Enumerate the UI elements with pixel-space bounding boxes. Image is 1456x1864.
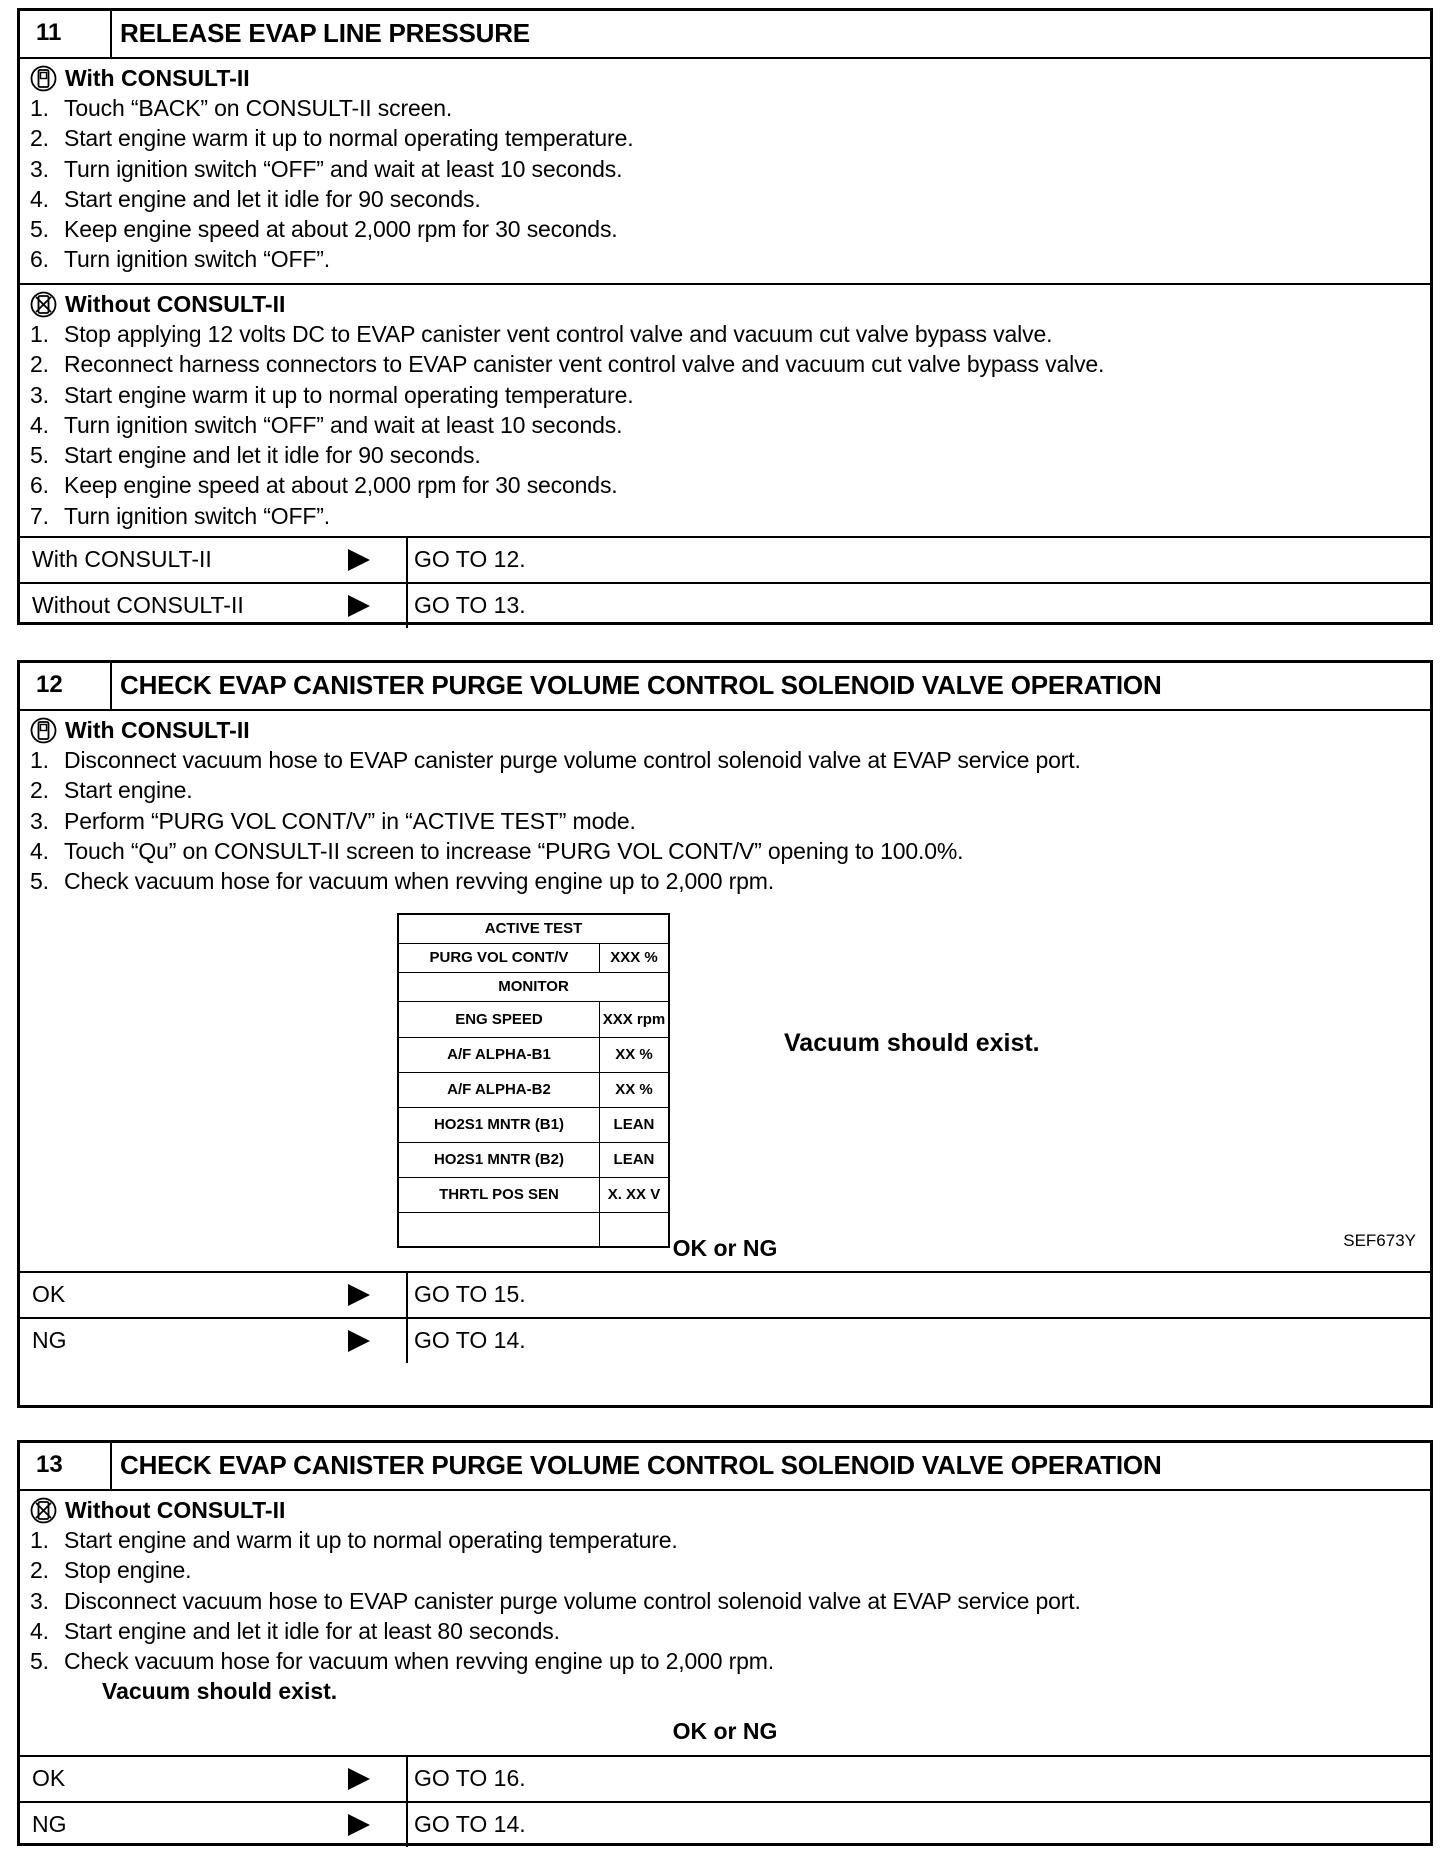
section-heading: With CONSULT-II <box>65 717 250 743</box>
table-cell-item: ENG SPEED <box>398 1001 599 1037</box>
vacuum-note: Vacuum should exist. <box>784 1029 1040 1057</box>
list-item: 5. Check vacuum hose for vacuum when revving engine up to 2,000 rpm. <box>30 868 775 895</box>
list-item: 6. Keep engine speed at about 2,000 rpm for 30 seconds. <box>30 472 618 499</box>
monitor-header: MONITOR <box>398 972 669 1001</box>
list-item: 1. Stop applying 12 volts DC to EVAP canister vent control valve and vacuum cut valve bypass valve. <box>30 321 1053 347</box>
table-cell-item: HO2S1 MNTR (B1) <box>398 1107 599 1142</box>
goto-link[interactable]: GO TO 14. <box>414 1811 526 1837</box>
figure-id: SEF673Y <box>1343 1231 1416 1250</box>
arrow-right-icon <box>348 549 370 571</box>
step-header <box>20 11 1430 59</box>
list-item: 3. Turn ignition switch “OFF” and wait at least 10 seconds. <box>30 155 623 182</box>
list-item: 4. Turn ignition switch “OFF” and wait at least 10 seconds. <box>30 411 623 438</box>
list-item: 1. Touch “BACK” on CONSULT-II screen. <box>30 95 453 121</box>
with-consult-section <box>20 59 1430 283</box>
goto-link[interactable]: GO TO 13. <box>414 592 526 618</box>
with-consult-section <box>20 711 1430 1271</box>
decision-label: OK or NG <box>672 1718 778 1744</box>
without-consult-section <box>20 1491 1430 1711</box>
arrow-right-icon <box>348 1330 370 1352</box>
step-list <box>30 319 1430 531</box>
step-list <box>30 1525 1430 1676</box>
list-item: 1. Disconnect vacuum hose to EVAP canister purge volume control solenoid valve at EVAP service port. <box>30 747 1081 773</box>
table-cell-value: LEAN <box>599 1107 669 1142</box>
list-item: 3. Perform “PURG VOL CONT/V” in “ACTIVE TEST” mode. <box>30 807 636 834</box>
goto-link[interactable]: GO TO 12. <box>414 546 526 572</box>
list-item: 2. Reconnect harness connectors to EVAP canister vent control valve and vacuum cut valve bypass valve. <box>30 351 1105 378</box>
table-cell-value: XXX rpm <box>599 1001 669 1037</box>
without-consult-section <box>20 283 1430 536</box>
list-item: 5. Check vacuum hose for vacuum when revving engine up to 2,000 rpm. <box>30 1648 775 1675</box>
step-block-13 <box>17 1440 1433 1846</box>
list-item: 5. Keep engine speed at about 2,000 rpm for 30 seconds. <box>30 216 618 243</box>
step-title: RELEASE EVAP LINE PRESSURE <box>120 18 530 48</box>
step-header <box>20 1443 1430 1491</box>
active-test-table <box>397 913 670 1248</box>
result-row-with-consult <box>20 536 1430 582</box>
result-label: OK <box>32 1765 66 1791</box>
result-label: NG <box>32 1327 67 1353</box>
result-row-ok <box>20 1271 1430 1317</box>
list-item: 2. Start engine warm it up to normal operating temperature. <box>30 125 634 152</box>
result-label: With CONSULT-II <box>32 546 212 572</box>
vacuum-note: Vacuum should exist. <box>102 1678 338 1705</box>
step-header <box>20 663 1430 711</box>
step-block-11 <box>17 8 1433 625</box>
arrow-right-icon <box>348 1768 370 1790</box>
table-cell-value: XX % <box>599 1072 669 1107</box>
section-heading: With CONSULT-II <box>65 65 250 91</box>
table-cell-item: A/F ALPHA-B1 <box>398 1037 599 1072</box>
list-item: 3. Disconnect vacuum hose to EVAP canister purge volume control solenoid valve at EVAP service port. <box>30 1587 1081 1614</box>
step-block-12 <box>17 660 1433 1408</box>
arrow-right-icon <box>348 1284 370 1306</box>
section-heading: Without CONSULT-II <box>65 291 286 317</box>
table-cell-value: XX % <box>599 1037 669 1072</box>
result-label: OK <box>32 1281 66 1307</box>
list-item: 7. Turn ignition switch “OFF”. <box>30 502 331 529</box>
section-heading: Without CONSULT-II <box>65 1497 286 1523</box>
consult-ii-icon <box>30 717 57 744</box>
list-item: 5. Start engine and let it idle for 90 seconds. <box>30 442 481 469</box>
result-label: NG <box>32 1811 67 1837</box>
table-cell-value: X. XX V <box>599 1177 669 1212</box>
result-row-ng <box>20 1801 1430 1847</box>
result-row-ng <box>20 1317 1430 1363</box>
table-cell-item: PURG VOL CONT/V <box>398 943 599 972</box>
step-title: CHECK EVAP CANISTER PURGE VOLUME CONTROL SOLENOID VALVE OPERATION <box>120 670 1162 700</box>
table-cell-item <box>398 1212 599 1247</box>
list-item: 6. Turn ignition switch “OFF”. <box>30 246 331 273</box>
result-label: Without CONSULT-II <box>32 592 244 618</box>
table-cell-value <box>599 1212 669 1247</box>
table-cell-item: HO2S1 MNTR (B2) <box>398 1142 599 1177</box>
step-number: 13 <box>20 1443 112 1489</box>
list-item: 3. Start engine warm it up to normal operating temperature. <box>30 381 634 408</box>
goto-link[interactable]: GO TO 14. <box>414 1327 526 1353</box>
step-number: 12 <box>20 663 112 709</box>
decision-label: OK or NG <box>672 1235 778 1261</box>
list-item: 2. Start engine. <box>30 777 193 804</box>
table-cell-value: LEAN <box>599 1142 669 1177</box>
result-row-ok <box>20 1755 1430 1801</box>
active-test-header: ACTIVE TEST <box>398 914 669 943</box>
list-item: 4. Touch “Qu” on CONSULT-II screen to increase “PURG VOL CONT/V” opening to 100.0%. <box>30 837 964 864</box>
consult-ii-icon <box>30 65 57 92</box>
arrow-right-icon <box>348 1814 370 1836</box>
step-list <box>30 93 1430 275</box>
goto-link[interactable]: GO TO 15. <box>414 1281 526 1307</box>
result-row-without-consult <box>20 582 1430 628</box>
list-item: 2. Stop engine. <box>30 1557 192 1584</box>
step-list <box>30 745 1430 896</box>
list-item: 1. Start engine and warm it up to normal operating temperature. <box>30 1527 678 1553</box>
no-consult-icon <box>30 1497 57 1524</box>
arrow-right-icon <box>348 595 370 617</box>
table-cell-value: XXX % <box>599 943 669 972</box>
table-cell-item: A/F ALPHA-B2 <box>398 1072 599 1107</box>
list-item: 4. Start engine and let it idle for at least 80 seconds. <box>30 1617 560 1644</box>
step-title: CHECK EVAP CANISTER PURGE VOLUME CONTROL SOLENOID VALVE OPERATION <box>120 1450 1162 1480</box>
goto-link[interactable]: GO TO 16. <box>414 1765 526 1791</box>
no-consult-icon <box>30 291 57 318</box>
list-item: 4. Start engine and let it idle for 90 seconds. <box>30 185 481 212</box>
table-cell-item: THRTL POS SEN <box>398 1177 599 1212</box>
step-number: 11 <box>20 11 112 57</box>
